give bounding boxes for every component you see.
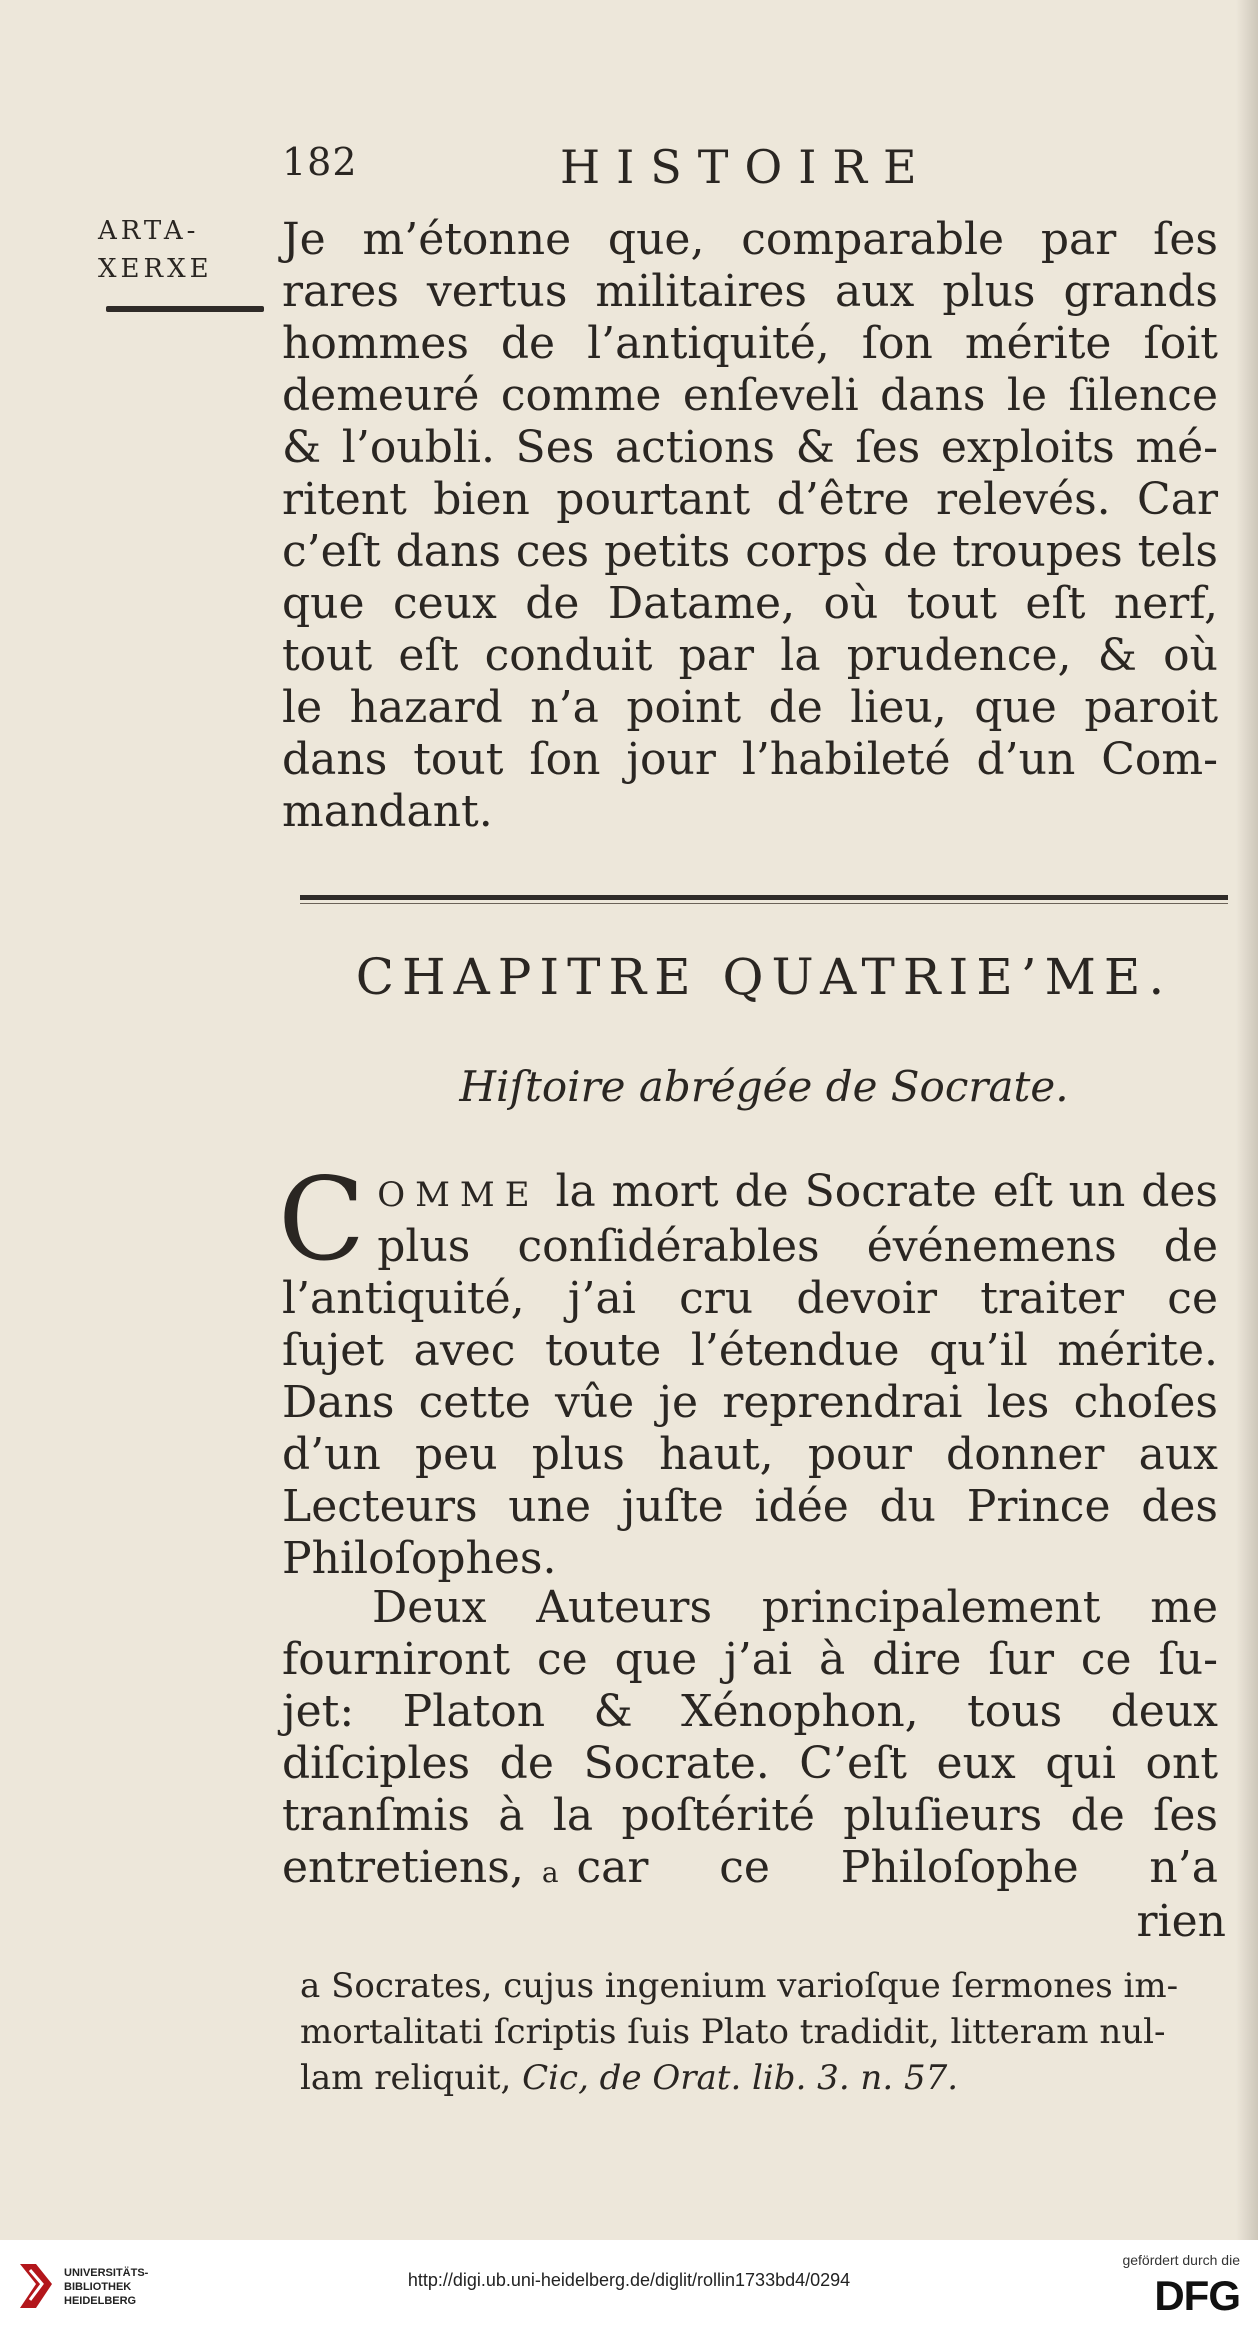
footer-bar [0,2240,1258,2330]
library-name-line: UNIVERSITÄTS- [64,2267,149,2279]
text-line: d’un peu plus haut, pour donner aux [282,1429,1218,1480]
paragraph-1 [282,214,1218,838]
text-line: l’antiquité, j’ai cru devoir traiter ce [282,1273,1218,1324]
text-fragment: Socrates, cujus ingenium varioſque ſermones im- [331,1966,1179,2006]
drop-cap: C [278,1153,366,1286]
text-line: demeuré comme enſeveli dans le ſilence [282,370,1218,421]
text-line: diſciples de Socrate. C’eſt eux qui ont [282,1738,1218,1789]
text-line: mandant. [282,786,493,837]
text-line: hommes de l’antiquité, ſon mérite ſoit [282,318,1218,369]
citation: Cic, de Orat. lib. 3. n. 57. [522,2058,959,2098]
text-line [282,1166,1218,1221]
text-line: c’eſt dans ces petits corps de troupes tels [282,526,1218,577]
text-line: Deux Auteurs principalement me [372,1582,1218,1633]
text-fragment: entretiens, [282,1842,524,1893]
text-line: Dans cette vûe je reprendrai les choſes [282,1377,1218,1428]
text-line: ſujet avec toute l’étendue qu’il mérite. [282,1325,1218,1376]
dfg-logo[interactable]: DFG [1154,2272,1240,2319]
section-divider [300,895,1228,900]
text-line: Philoſophes. [282,1533,557,1584]
catchword: rien [1136,1896,1226,1947]
chapter-subtitle: Hiſtoire abrégée de Socrate. [459,1062,1069,1111]
text-line: tranſmis à la poſtérité pluſieurs de ſes [282,1790,1218,1841]
text-line: Lecteurs une juſte idée du Prince des [282,1481,1218,1532]
footnote-line [300,2055,1250,2101]
paragraph-3 [282,1582,1218,1899]
text-line: dans tout ſon jour l’habileté d’un Com- [282,734,1218,785]
text-line: tout eſt conduit par la prudence, & où [282,630,1218,681]
small-caps-word: OMME [377,1175,540,1215]
text-line [282,1842,1218,1899]
library-name-line: BIBLIOTHEK [64,2281,132,2293]
paragraph-2 [278,1153,1218,1585]
margin-note [98,212,268,288]
page-number: 182 [282,140,358,184]
funding-note: gefördert durch die [1122,2252,1240,2268]
text-line: rares vertus militaires aux plus grands [282,266,1218,317]
source-url-link[interactable]: http://digi.ub.uni-heidelberg.de/diglit/rollin1733bd4/0294 [407,2270,851,2290]
text-fragment: car ce Philoſophe n’a [576,1842,1218,1893]
text-line: que ceux de Datame, où tout eſt nerf, [282,578,1218,629]
text-line: Je m’étonne que, comparable par ſes [282,214,1218,265]
text-line: jet: Platon & Xénophon, tous deux [282,1686,1218,1737]
footnote-marker: a [300,1966,321,2006]
text-fragment: lam reliquit, [300,2058,512,2098]
margin-note-line: XERXE [98,254,213,284]
footnote-marker: a [541,1856,559,1889]
margin-rule [106,306,264,312]
text-fragment: la mort de Socrate eſt un des [555,1166,1218,1217]
footnote [300,1963,1250,2101]
text-line: le hazard n’a point de lieu, que paroit [282,682,1218,733]
library-name-line: HEIDELBERG [64,2295,137,2307]
margin-note-line: ARTA- [98,216,200,246]
footnote-line [300,1963,1250,2009]
text-line: fourniront ce que j’ai à dire ſur ce ſu- [282,1634,1218,1685]
running-title: HISTOIRE [560,140,933,194]
text-line: plus conſidérables événemens de [377,1221,1218,1272]
text-line: & l’oubli. Ses actions & ſes exploits mé- [282,422,1218,473]
footnote-line: mortalitati ſcriptis ſuis Plato tradidit, litteram nul- [300,2012,1166,2052]
text-line: ritent bien pourtant d’être relevés. Car [282,474,1218,525]
chapter-title: CHAPITRE QUATRIE’ME. [355,948,1173,1006]
